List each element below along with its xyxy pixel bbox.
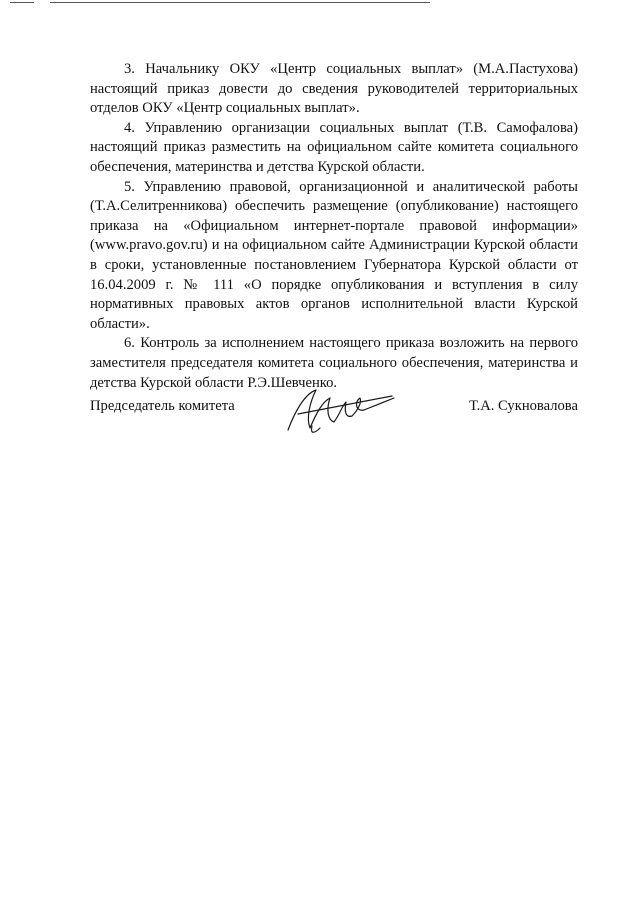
signatory-role: Председатель комитета: [90, 398, 235, 414]
paragraph-3: 3. Начальнику ОКУ «Центр социальных выплат» (М.А.Пастухова) настоящий приказ довести до сведения руководителей территориальных отделов ОКУ «Центр социальных выплат».: [90, 61, 578, 117]
document-body: [90, 60, 578, 393]
top-edge-line: [50, 2, 430, 3]
handwritten-signature: [280, 384, 400, 438]
signatory-name: Т.А. Сукновалова: [469, 398, 578, 414]
paragraph-5: 5. Управлению правовой, организационной и аналитической работы (Т.А.Селитренникова) обеспечить размещение (опубликование) настоящего приказа на «Официальном интернет-портале правовой информации» (www.pravo.gov.ru) и на официальном сайте Администрации Курской области в сроки, установленные постановлением Губернатора Курской области от 16.04.2009 г. № 111 «О порядке опубликования и вступления в силу нормативных правовых актов органов исполнительной власти Курской области».: [90, 178, 578, 332]
paragraph-4: 4. Управлению организации социальных выплат (Т.В. Самофалова) настоящий приказ разместить на официальном сайте комитета социального обеспечения, материнства и детства Курской области.: [90, 119, 578, 175]
signature-block: [90, 384, 578, 444]
paragraph-6: 6. Контроль за исполнением настоящего приказа возложить на первого заместителя председателя комитета социального обеспечения, материнства и детства Курской области Р.Э.Шевченко.: [90, 335, 578, 391]
top-edge-line: [10, 2, 34, 3]
